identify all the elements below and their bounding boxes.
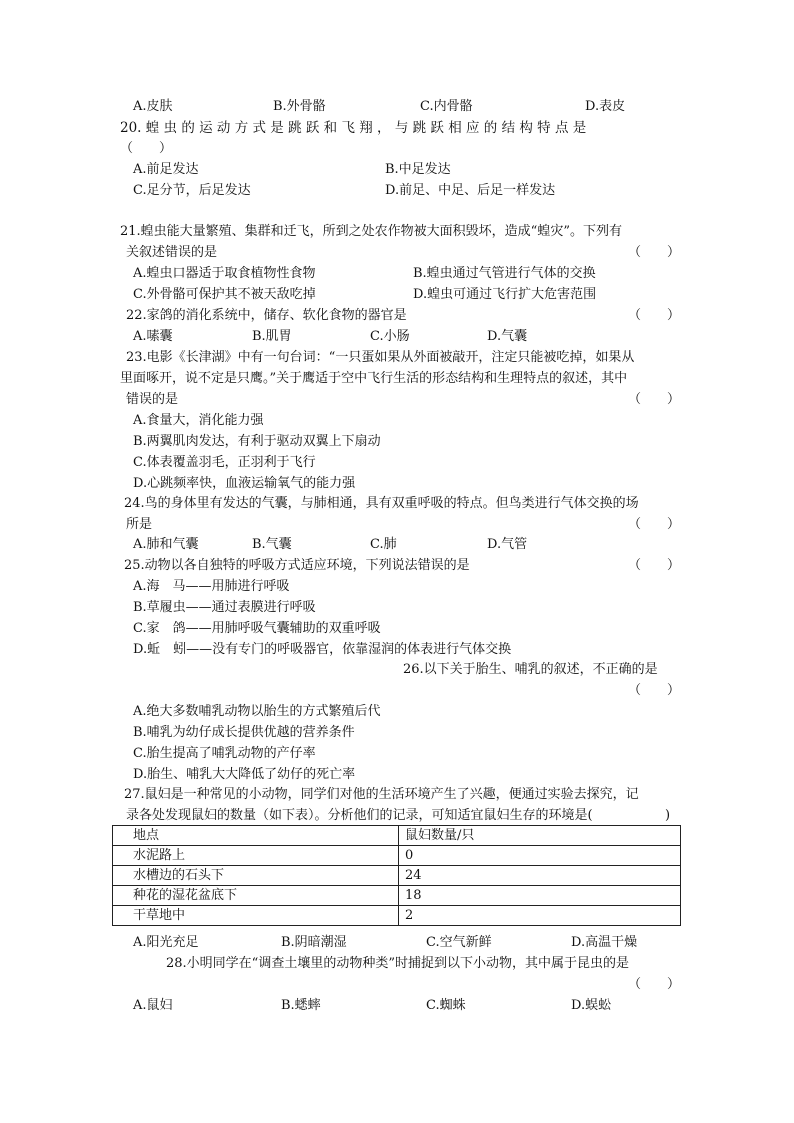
q24-option-b: B.气囊 bbox=[252, 537, 292, 552]
table-cell-count: 18 bbox=[399, 886, 681, 906]
q20-option-d: D.前足、中足、后足一样发达 bbox=[385, 183, 556, 198]
q21-option-a: A.蝗虫口器适于取食植物性食物 bbox=[133, 266, 316, 281]
q23-stem-line3: 错误的是 bbox=[126, 392, 179, 407]
table-cell-location: 水泥路上 bbox=[113, 846, 399, 866]
woodlouse-count-table bbox=[112, 825, 681, 926]
q25-answer-paren: （ ） bbox=[628, 558, 681, 573]
q22-stem: 22.家鸽的消化系统中，储存、软化食物的器官是 bbox=[126, 308, 407, 323]
q25-stem: 25.动物以各自独特的呼吸方式适应环境，下列说法错误的是 bbox=[124, 558, 470, 573]
q20-stem: 20. 蝗 虫 的 运 动 方 式 是 跳 跃 和 飞 翔 ， 与 跳 跃 相 应 的 结 构 特 点 是 bbox=[120, 120, 587, 136]
q26-stem: 26.以下关于胎生、哺乳的叙述，不正确的是 bbox=[403, 662, 658, 677]
q25-option-c: C.家 鸽——用肺呼吸气囊辅助的双重呼吸 bbox=[133, 621, 381, 636]
q26-option-a: A.绝大多数哺乳动物以胎生的方式繁殖后代 bbox=[133, 704, 381, 719]
q28-answer-paren: （ ） bbox=[628, 977, 681, 992]
q25-option-d: D.蚯 蚓——没有专门的呼吸器官，依靠湿润的体表进行气体交换 bbox=[133, 642, 512, 657]
table-row bbox=[113, 846, 681, 866]
q23-stem-line1: 23.电影《长津湖》中有一句台词：“一只蛋如果从外面被敲开，注定只能被吃掉，如果从 bbox=[126, 350, 635, 365]
q26-option-c: C.胎生提高了哺乳动物的产仔率 bbox=[133, 746, 316, 761]
q24-option-a: A.肺和气囊 bbox=[133, 537, 199, 552]
q20-option-a: A.前足发达 bbox=[133, 162, 199, 177]
q21-option-c: C.外骨骼可保护其不被天敌吃掉 bbox=[133, 287, 316, 302]
q23-option-a: A.食量大，消化能力强 bbox=[133, 413, 264, 428]
q23-answer-paren: （ ） bbox=[628, 392, 681, 407]
q27-option-c: C.空气新鲜 bbox=[426, 935, 492, 950]
q22-option-c: C.小肠 bbox=[370, 329, 410, 344]
q21-stem-line1: 21.蝗虫能大量繁殖、集群和迁飞，所到之处农作物被大面积毁坏，造成“蝗灾”。下列有 bbox=[120, 224, 622, 239]
q19-option-a: A.皮肤 bbox=[133, 99, 173, 114]
table-header-location: 地点 bbox=[113, 826, 399, 846]
q23-option-d: D.心跳频率快，血液运输氧气的能力强 bbox=[133, 476, 356, 491]
q28-option-d: D.蜈蚣 bbox=[571, 998, 612, 1013]
q27-option-d: D.高温干燥 bbox=[571, 935, 638, 950]
table-cell-location: 干草地中 bbox=[113, 906, 399, 926]
q20-answer-paren: （ ） bbox=[120, 141, 173, 156]
table-cell-location: 种花的湿花盆底下 bbox=[113, 886, 399, 906]
q24-option-c: C.肺 bbox=[370, 537, 397, 552]
q20-option-b: B.中足发达 bbox=[385, 162, 451, 177]
q27-option-a: A.阳光充足 bbox=[133, 935, 199, 950]
q23-option-c: C.体表覆盖羽毛，正羽利于飞行 bbox=[133, 455, 316, 470]
q28-option-c: C.蜘蛛 bbox=[426, 998, 466, 1013]
table-cell-count: 24 bbox=[399, 866, 681, 886]
q24-answer-paren: （ ） bbox=[628, 517, 681, 532]
q24-option-d: D.气管 bbox=[487, 537, 528, 552]
table-cell-count: 2 bbox=[399, 906, 681, 926]
table-cell-count: 0 bbox=[399, 846, 681, 866]
q27-answer-paren-close: ) bbox=[665, 808, 671, 823]
q25-option-b: B.草履虫——通过表膜进行呼吸 bbox=[133, 600, 316, 615]
q24-stem-line2: 所是 bbox=[126, 517, 153, 532]
q21-option-d: D.蝗虫可通过飞行扩大危害范围 bbox=[413, 287, 597, 302]
q19-option-d: D.表皮 bbox=[585, 99, 626, 114]
q21-answer-paren: （ ） bbox=[628, 245, 681, 260]
q21-stem-line2: 关叙述错误的是 bbox=[126, 245, 218, 260]
table-row bbox=[113, 906, 681, 926]
q27-stem-line1: 27.鼠妇是一种常见的小动物，同学们对他的生活环境产生了兴趣，便通过实验去探究，记 bbox=[124, 787, 639, 802]
q26-answer-paren: （ ） bbox=[628, 683, 681, 698]
q23-stem-line2: 里面啄开，说不定是只鹰。”关于鹰适于空中飞行生活的形态结构和生理特点的叙述，其中 bbox=[120, 371, 628, 386]
table-row bbox=[113, 866, 681, 886]
q20-option-c: C.足分节，后足发达 bbox=[133, 183, 251, 198]
q24-stem-line1: 24.鸟的身体里有发达的气囊，与肺相通，具有双重呼吸的特点。但鸟类进行气体交换的场 bbox=[124, 496, 639, 511]
q28-option-b: B.蟋蟀 bbox=[281, 998, 321, 1013]
q26-option-d: D.胎生、哺乳大大降低了幼仔的死亡率 bbox=[133, 767, 356, 782]
q26-option-b: B.哺乳为幼仔成长提供优越的营养条件 bbox=[133, 725, 355, 740]
q22-option-a: A.嗉囊 bbox=[133, 329, 173, 344]
table-row bbox=[113, 886, 681, 906]
q28-stem: 28.小明同学在“调查土壤里的动物种类”时捕捉到以下小动物，其中属于昆虫的是 bbox=[166, 956, 629, 971]
q21-option-b: B.蝗虫通过气管进行气体的交换 bbox=[413, 266, 596, 281]
q22-option-b: B.肌胃 bbox=[252, 329, 292, 344]
q27-option-b: B.阴暗潮湿 bbox=[281, 935, 347, 950]
table-header-row bbox=[113, 826, 681, 846]
q23-option-b: B.两翼肌肉发达，有利于驱动双翼上下扇动 bbox=[133, 434, 381, 449]
q28-option-a: A.鼠妇 bbox=[133, 998, 173, 1013]
q27-stem-line2: 录各处发现鼠妇的数量（如下表）。分析他们的记录，可知适宜鼠妇生存的环境是( bbox=[126, 808, 593, 823]
table-cell-location: 水槽边的石头下 bbox=[113, 866, 399, 886]
q19-option-b: B.外骨骼 bbox=[273, 99, 326, 114]
q25-option-a: A.海 马——用肺进行呼吸 bbox=[133, 579, 290, 594]
q22-option-d: D.气囊 bbox=[487, 329, 528, 344]
q22-answer-paren: （ ） bbox=[628, 308, 681, 323]
q19-option-c: C.内骨骼 bbox=[420, 99, 473, 114]
table-header-count: 鼠妇数量/只 bbox=[399, 826, 681, 846]
